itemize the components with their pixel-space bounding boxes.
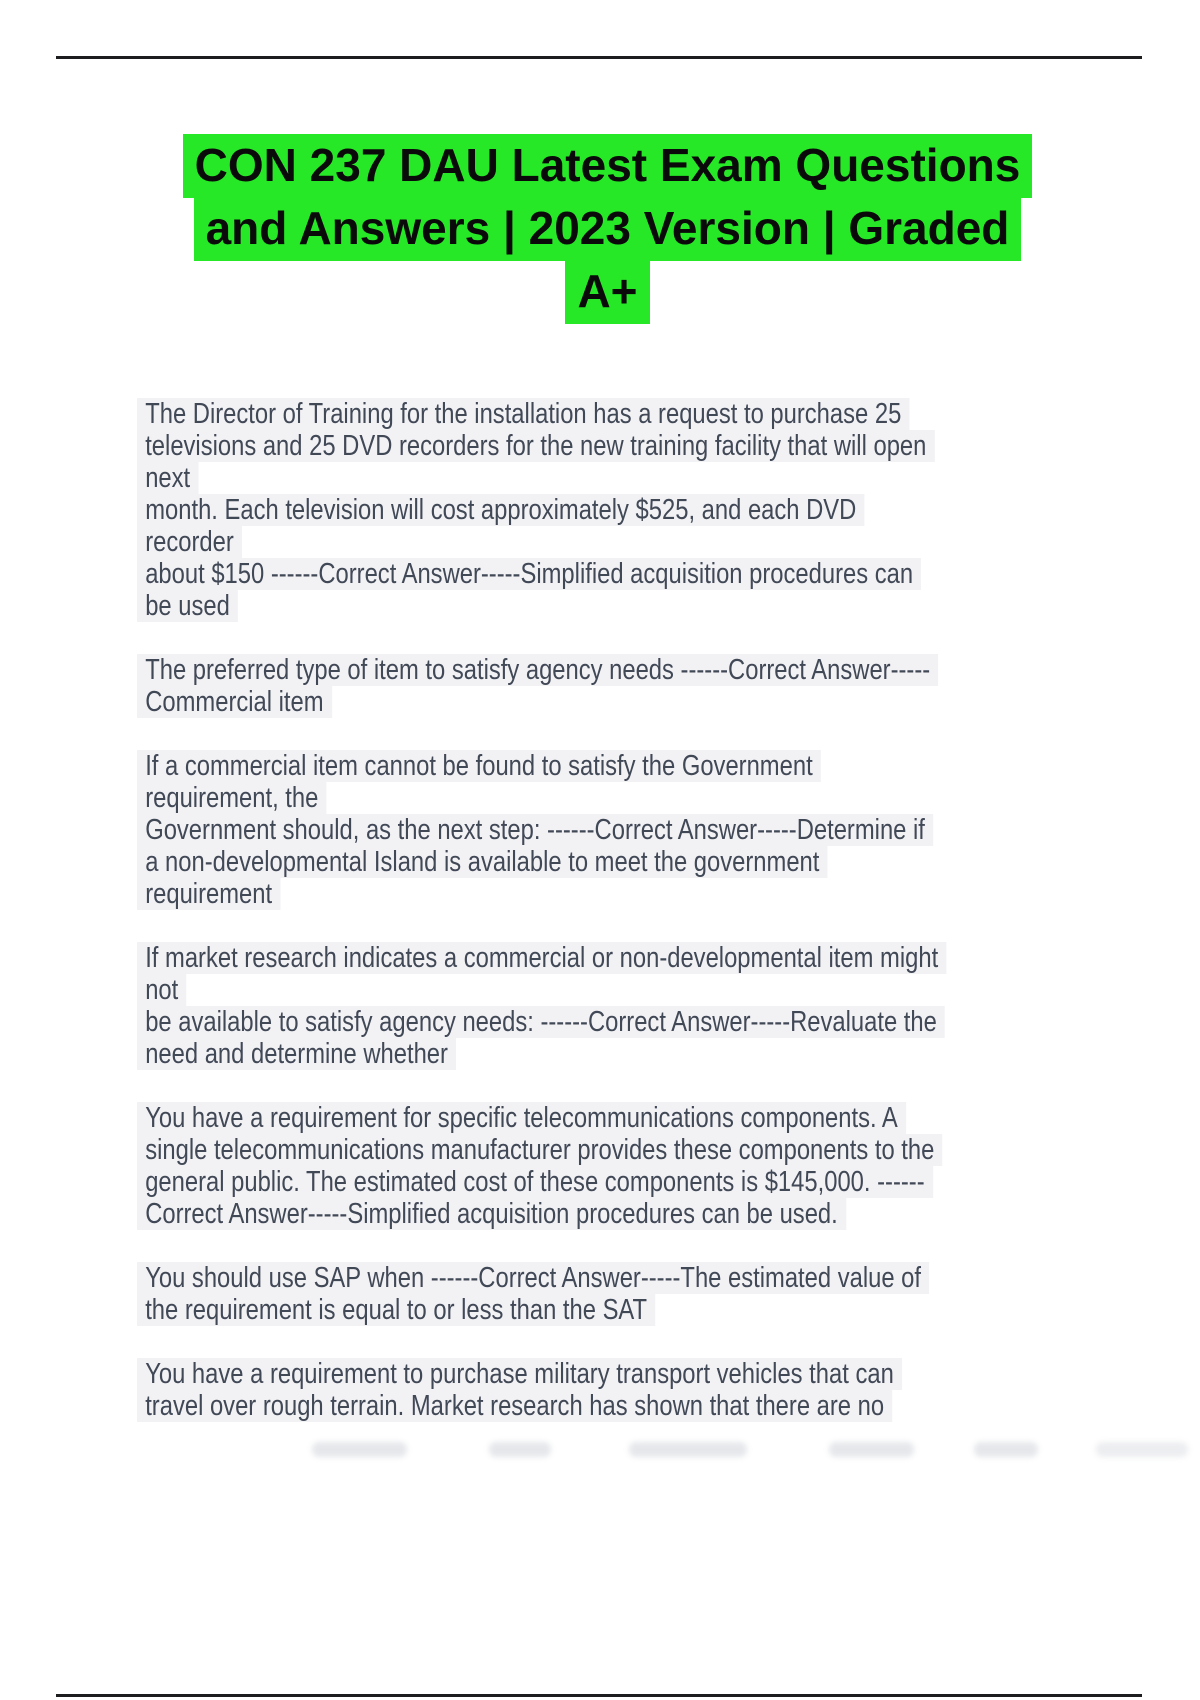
header-rule [56, 56, 1142, 59]
text-line [137, 1358, 1080, 1390]
text-line [137, 750, 1080, 782]
text-line [137, 654, 1080, 686]
paragraph [137, 654, 1080, 718]
highlighted-text: be available to satisfy agency needs: ------Correct Answer-----Revaluate the [137, 1006, 945, 1038]
text-line [137, 558, 1080, 590]
text-line [137, 134, 1078, 197]
faded-cutoff-line [274, 1440, 1200, 1462]
faded-text-fragment [974, 1442, 1038, 1457]
highlighted-text: If market research indicates a commercial or non-developmental item might [137, 942, 946, 974]
paragraph [137, 1358, 1080, 1422]
text-line [137, 1038, 1080, 1070]
text-line [137, 686, 1080, 718]
text-line [137, 494, 1080, 526]
highlighted-text: Government should, as the next step: ------Correct Answer-----Determine if [137, 814, 933, 846]
text-line [137, 878, 1080, 910]
highlighted-text: requirement [137, 878, 280, 910]
highlighted-text: Commercial item [137, 686, 332, 718]
text-line [137, 1006, 1080, 1038]
highlighted-text: travel over rough terrain. Market research has shown that there are no [137, 1390, 892, 1422]
paragraph [137, 1102, 1080, 1230]
highlighted-text: need and determine whether [137, 1038, 456, 1070]
text-line [137, 590, 1080, 622]
highlighted-text: requirement, the [137, 782, 327, 814]
highlighted-text: A+ [565, 260, 649, 324]
highlighted-text: the requirement is equal to or less than the SAT [137, 1294, 655, 1326]
faded-text-fragment [829, 1442, 914, 1457]
highlighted-text: single telecommunications manufacturer provides these components to the [137, 1134, 943, 1166]
text-line [137, 1198, 1080, 1230]
highlighted-text: You have a requirement for specific telecommunications components. A [137, 1102, 906, 1134]
faded-text-fragment [1096, 1442, 1188, 1457]
text-line [137, 942, 1080, 974]
text-line [137, 1166, 1080, 1198]
highlighted-text: You should use SAP when ------Correct Answer-----The estimated value of [137, 1262, 929, 1294]
highlighted-text: You have a requirement to purchase military transport vehicles that can [137, 1358, 902, 1390]
highlighted-text: not [137, 974, 186, 1006]
text-line [137, 1134, 1080, 1166]
text-line [137, 1390, 1080, 1422]
highlighted-text: a non-developmental Island is available to meet the government [137, 846, 828, 878]
text-line [137, 430, 1080, 462]
text-line [137, 197, 1078, 260]
highlighted-text: The Director of Training for the installation has a request to purchase 25 [137, 398, 910, 430]
highlighted-text: recorder [137, 526, 242, 558]
text-line [137, 814, 1080, 846]
paragraph [137, 1262, 1080, 1326]
text-line [137, 462, 1080, 494]
text-line [137, 398, 1080, 430]
text-line [137, 974, 1080, 1006]
highlighted-text: month. Each television will cost approximately $525, and each DVD [137, 494, 865, 526]
highlighted-text: be used [137, 590, 238, 622]
highlighted-text: next [137, 462, 198, 494]
highlighted-text: If a commercial item cannot be found to satisfy the Government [137, 750, 821, 782]
highlighted-text: CON 237 DAU Latest Exam Questions [183, 134, 1033, 198]
text-line [137, 260, 1078, 323]
highlighted-text: The preferred type of item to satisfy agency needs ------Correct Answer----- [137, 654, 938, 686]
text-line [137, 1102, 1080, 1134]
faded-text-fragment [629, 1442, 747, 1457]
paragraph [137, 398, 1080, 622]
paragraph [137, 750, 1080, 910]
highlighted-text: about $150 ------Correct Answer-----Simplified acquisition procedures can [137, 558, 921, 590]
paragraph [137, 942, 1080, 1070]
body-paragraphs [137, 398, 1080, 1454]
footer-rule [56, 1694, 1142, 1697]
text-line [137, 1262, 1080, 1294]
faded-text-fragment [312, 1442, 407, 1457]
highlighted-text: and Answers | 2023 Version | Graded [194, 197, 1022, 261]
faded-text-fragment [489, 1442, 551, 1457]
text-line [137, 782, 1080, 814]
text-line [137, 526, 1080, 558]
highlighted-text: general public. The estimated cost of these components is $145,000. ------ [137, 1166, 933, 1198]
highlighted-text: Correct Answer-----Simplified acquisition procedures can be used. [137, 1198, 846, 1230]
highlighted-text: televisions and 25 DVD recorders for the new training facility that will open [137, 430, 935, 462]
text-line [137, 846, 1080, 878]
text-line [137, 1294, 1080, 1326]
document-title [137, 134, 1078, 323]
